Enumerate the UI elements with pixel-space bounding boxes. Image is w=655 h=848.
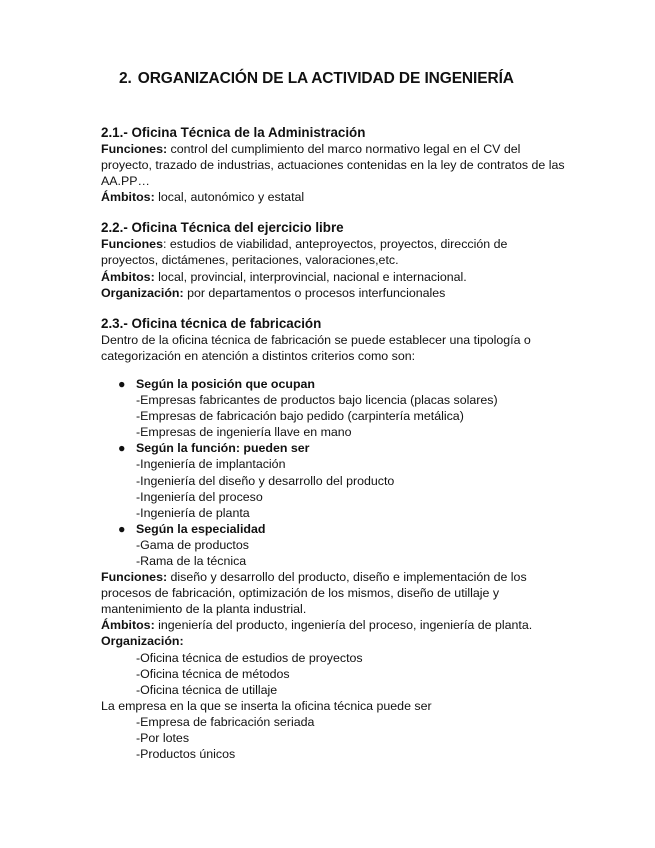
s3-intro-line-2: categorización en atención a distintos criterios como son: — [101, 348, 416, 363]
list-item: -Ingeniería del proceso — [136, 489, 263, 504]
s2-ambitos-label: Ámbitos: — [101, 269, 155, 284]
criteria-item-posicion — [101, 376, 541, 440]
list-item: -Ingeniería del diseño y desarrollo del producto — [136, 473, 395, 488]
list-item: -Empresa de fabricación seriada — [136, 714, 315, 729]
list-item: -Empresas fabricantes de productos bajo licencia (placas solares) — [136, 393, 498, 408]
page-title — [119, 70, 514, 88]
empresa-list — [101, 714, 541, 762]
organizacion-list — [101, 650, 541, 698]
section-2-3 — [101, 315, 541, 762]
criteria-item-especialidad — [101, 521, 541, 569]
s1-ambitos-text: local, autonómico y estatal — [154, 190, 305, 205]
s1-funciones-line-2: proyecto, trazado de industrias, actuaciones contenidas en la ley de contratos de las — [101, 158, 565, 173]
list-item: -Por lotes — [136, 731, 190, 745]
s3-ambitos-text: ingeniería del producto, ingeniería del proceso, ingeniería de planta. — [154, 618, 533, 633]
list-item: -Gama de productos — [136, 537, 249, 552]
s2-ambitos — [101, 269, 541, 285]
bullet-icon: ● — [118, 376, 126, 391]
s1-funciones-text-1: control del cumplimiento del marco normativo legal en el CV del — [167, 142, 521, 156]
s2-ambitos-text: local, provincial, interprovincial, nacional e internacional. — [154, 269, 467, 284]
list-item: -Productos únicos — [136, 747, 236, 762]
section-2-1 — [101, 124, 565, 205]
list-item: -Oficina técnica de métodos — [136, 666, 290, 681]
bullet-icon: ● — [118, 521, 126, 536]
section-2-1-heading: 2.1.- Oficina Técnica de la Administración — [101, 125, 366, 140]
title-text: ORGANIZACIÓN DE LA ACTIVIDAD DE INGENIERÍA — [137, 70, 514, 87]
list-item: -Oficina técnica de estudios de proyectos — [136, 650, 363, 665]
section-2-3-heading: 2.3.- Oficina técnica de fabricación — [101, 315, 322, 331]
criteria-list — [101, 376, 541, 569]
s3-funciones-text-1: diseño y desarrollo del producto, diseño e implementación de los — [167, 570, 527, 585]
s3-funciones-line-2: procesos de fabricación, optimización de los mismos, diseño de utillaje y — [101, 586, 500, 601]
list-item: -Oficina técnica de utillaje — [136, 682, 278, 697]
s3-intro-line-1: Dentro de la oficina técnica de fabricación se puede establecer una tipología o — [101, 332, 531, 347]
s2-organizacion — [101, 285, 541, 301]
s2-funciones-line-1 — [101, 236, 541, 252]
s2-funciones-text-1: : estudios de viabilidad, anteproyectos, proyectos, dirección de — [162, 237, 508, 252]
list-item: -Ingeniería de implantación — [136, 457, 286, 472]
s3-organizacion-label: Organización: — [101, 634, 184, 649]
section-2-2 — [101, 219, 541, 300]
list-item: -Rama de la técnica — [136, 553, 247, 568]
s3-ambitos — [101, 617, 541, 633]
s1-funciones-label: Funciones: — [101, 142, 168, 156]
criteria-heading-especialidad: Según la especialidad — [136, 521, 266, 536]
s1-funciones-line-3: AA.PP… — [101, 174, 150, 189]
list-item: -Ingeniería de planta — [136, 505, 250, 520]
document-body — [101, 124, 565, 762]
s1-ambitos — [101, 189, 541, 205]
section-2-2-heading: 2.2.- Oficina Técnica del ejercicio libre — [101, 220, 344, 236]
s2-funciones-label: Funciones — [101, 237, 163, 252]
s1-ambitos-label: Ámbitos: — [101, 190, 155, 205]
criteria-heading-funcion: Según la función: pueden ser — [136, 441, 310, 456]
s3-funciones-label: Funciones: — [101, 570, 168, 585]
criteria-item-funcion — [101, 440, 541, 520]
s3-funciones-line-1 — [101, 569, 541, 585]
s2-funciones-line-2: proyectos, dictámenes, peritaciones, valoraciones,etc. — [101, 253, 399, 268]
s3-empresa-line: La empresa en la que se inserta la oficina técnica puede ser — [101, 698, 432, 713]
s3-ambitos-label: Ámbitos: — [101, 618, 155, 633]
s1-funciones-line-1 — [101, 141, 541, 157]
criteria-heading-posicion: Según la posición que ocupan — [136, 376, 315, 391]
list-item: -Empresas de ingeniería llave en mano — [136, 425, 352, 440]
s2-organizacion-text: por departamentos o procesos interfuncionales — [183, 285, 446, 300]
s3-funciones-line-3: mantenimiento de la planta industrial. — [101, 602, 307, 617]
bullet-icon: ● — [118, 441, 126, 456]
list-item: -Empresas de fabricación bajo pedido (carpintería metálica) — [136, 409, 464, 424]
s2-organizacion-label: Organización: — [101, 285, 184, 300]
title-number: 2. — [119, 70, 132, 87]
